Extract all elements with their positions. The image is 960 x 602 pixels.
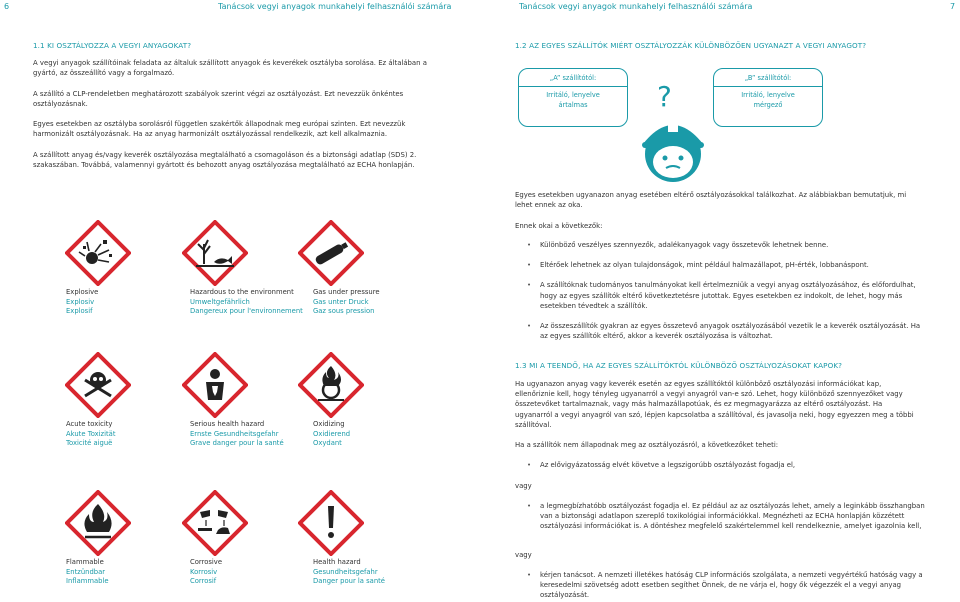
section-heading-1-3: 1.3 MI A TEENDŐ, HA AZ EGYES SZÁLLÍTÓKTÓL KÜLÖNBÖZŐ OSZTÁLYOZÁSOKAT KAPOK? [515, 361, 843, 370]
supplier-b-bubble [713, 68, 823, 127]
hazard-fr: Gaz sous pression [313, 307, 375, 316]
left-paragraph-3: Egyes esetekben az osztályba sorolásról független szakértők állapodnak meg európai szinten. Ezt nevezzük harmonizált osztályozásnak. Ha az anyag harmonizált osztályozással rendelkezik, azt kell alkalmaznia. [33, 120, 406, 139]
list-item: • Különböző veszélyes szennyezők, adalékanyagok vagy összetevők lehetnek benne. [527, 240, 927, 250]
worker-head-icon [628, 104, 718, 184]
flame-pictogram [65, 490, 131, 556]
hazard-de: Korrosiv [190, 567, 218, 576]
vagy-2: vagy [515, 551, 532, 559]
health-hazard-pictogram [182, 352, 248, 418]
actions-list-2 [527, 501, 927, 542]
hazard-label-explosive [66, 288, 98, 317]
hazard-en: Hazardous to the environment [190, 288, 294, 296]
hazard-de: Ernste Gesundheitsgefahr [190, 429, 279, 438]
supplier-a-title: „A” szállítótól: [549, 74, 597, 82]
hazard-en: Health hazard [313, 558, 361, 566]
question-mark: ? [657, 80, 672, 113]
right-paragraph-2: Ennek okai a következők: [515, 222, 603, 230]
right-page-number: 7 [950, 2, 956, 11]
supplier-a-text-2: ártalmas [558, 101, 588, 109]
hazard-fr: Grave danger pour la santé [190, 439, 284, 448]
hazard-en: Corrosive [190, 558, 223, 566]
gas-cylinder-pictogram [298, 220, 364, 286]
hazard-de: Entzündbar [66, 567, 106, 576]
hazard-en: Gas under pressure [313, 288, 380, 296]
hazard-label-environment [190, 288, 303, 317]
hazard-fr: Inflammable [66, 577, 109, 586]
hazard-fr: Danger pour la santé [313, 577, 385, 586]
right-paragraph-1: Egyes esetekben ugyanazon anyag esetében eltérő osztályozásokkal találkozhat. Az alábbiakban bemutatjuk, mi lehet ennek az oka. [515, 191, 907, 210]
section-heading-1-2: 1.2 AZ EGYES SZÁLLÍTÓK MIÉRT OSZTÁLYOZZÁK KÜLÖNBÖZŐEN UGYANAZT A VEGYI ANYAGOT? [515, 41, 867, 50]
vagy-1: vagy [515, 482, 532, 490]
bubble-divider [519, 86, 627, 87]
list-item: • Az elővigyázatosság elvét követve a legszigorúbb osztályozást fogadja el, [527, 460, 927, 470]
supplier-a-bubble [518, 68, 628, 127]
skull-pictogram [65, 352, 131, 418]
right-paragraph-3b: Ha a szállítók nem állapodnak meg az osztályozásról, a következőket teheti: [515, 441, 779, 449]
supplier-b-title: „B” szállítótól: [744, 74, 792, 82]
hazard-de: Gas unter Druck [313, 297, 369, 306]
list-item: • A szállítóknak tudományos tanulmányokat kell értelmezniük a vegyi anyag osztályozásához, és előfordulhat, hogy az egyes szállítók eltérő következtetésre jutottak. Egyes esetekben ez indokolt, de lehet, hogy más esetekben tévedtek a szállítók. [527, 280, 927, 311]
hazard-en: Oxidizing [313, 420, 345, 428]
actions-list-1 [527, 460, 927, 480]
hazard-de: Oxidierend [313, 429, 351, 438]
list-item: • Eltérőek lehetnek az olyan tulajdonságok, mint például halmazállapot, pH-érték, lobbanáspont. [527, 260, 927, 270]
corrosive-pictogram [182, 490, 248, 556]
hazard-fr: Toxicité aiguë [66, 439, 113, 448]
reasons-list [527, 240, 927, 351]
section-heading-1-1: 1.1 KI OSZTÁLYOZZA A VEGYI ANYAGOKAT? [33, 41, 192, 50]
hazard-en: Acute toxicity [66, 420, 113, 428]
hazard-fr: Dangereux pour l'environnement [190, 307, 303, 316]
hazard-fr: Explosif [66, 307, 93, 316]
right-running-header: Tanácsok vegyi anyagok munkahelyi felhasználói számára [519, 2, 753, 11]
hazard-label-oxidizing [313, 420, 350, 449]
hazard-fr: Oxydant [313, 439, 342, 448]
oxidizing-pictogram [298, 352, 364, 418]
supplier-b-text-2: mérgező [753, 101, 783, 109]
exclamation-pictogram [298, 490, 364, 556]
left-paragraph-2: A szállító a CLP-rendeletben meghatározott szabályok szerint végzi az osztályozást. Ezt nevezzük önkéntes osztályozásnak. [33, 90, 404, 109]
bubble-divider [714, 86, 822, 87]
left-running-header: Tanácsok vegyi anyagok munkahelyi felhasználói számára [218, 2, 452, 11]
left-paragraph-1: A vegyi anyagok szállítóinak feladata az általuk szállított anyagok és keverékek osztályba sorolása. Ez általában a gyártó, az összeállító vagy a forgalmazó. [33, 59, 427, 78]
hazard-label-health [190, 420, 284, 449]
supplier-a-text-1: Irritáló, lenyelve [546, 91, 600, 99]
hazard-label-corrosive [190, 558, 222, 587]
actions-list-3 [527, 570, 927, 602]
left-paragraph-4: A szállított anyag és/vagy keverék osztályozása megtalálható a csomagoláson és a biztonsági adatlap (SDS) 2. szakaszában. Továbbá, valamennyi gyártott és behozott anyag osztályozása megtalálható az ECHA honlapján. [33, 151, 417, 170]
hazard-de: Akute Toxizität [66, 429, 116, 438]
list-item: • a legmegbízhatóbb osztályozást fogadja el. Ez például az az osztályozás lehet, amely a leginkább összhangban van a biztonsági adatlapon szereplő toxikológiai információkkal. Megnézheti az ECHA honlapján közzétett osztályozási információkat is. A döntéshez megfelelő szakértelemmel kell rendelkeznie, amelyet igazolnia kell, [527, 501, 927, 532]
hazard-label-toxicity [66, 420, 116, 449]
hazard-de: Explosiv [66, 297, 95, 306]
supplier-b-text-1: Irritáló, lenyelve [741, 91, 795, 99]
right-paragraph-3: Ha ugyanazon anyag vagy keverék esetén az egyes szállítóktól különböző osztályozási információkat kap, ellenőriznie kell, hogy tényleg ugyanarról a vegyi anyagról van-e szó. Lehet, hogy különböző szennyezőket vagy összetevőket tartalmaznak, vagy más halmazállapotúak, és ez megmagyarázza az eltérő osztályozást. Ha ugyanarról a vegyi anyagról van szó, lépjen kapcsolatba a szállítóval, és javasolja neki, hogy egyezzen meg a többi szállítóval. [515, 380, 914, 429]
environment-pictogram [182, 220, 248, 286]
hazard-fr: Corrosif [190, 577, 217, 586]
hazard-label-health-hazard [313, 558, 385, 587]
list-item: • Az összeszállítók gyakran az egyes összetevő anyagok osztályozásából vezetik le a keverék osztályozását. Ha az egyes szállítók eltérő, akkor a keverék osztályozása is változhat. [527, 321, 927, 341]
hazard-label-gas [313, 288, 380, 317]
hazard-en: Serious health hazard [190, 420, 265, 428]
explosive-pictogram [65, 220, 131, 286]
hazard-en: Explosive [66, 288, 99, 296]
left-page-number: 6 [4, 2, 10, 11]
hazard-label-flammable [66, 558, 109, 587]
list-item: • kérjen tanácsot. A nemzeti illetékes hatóság CLP információs szolgálata, a nemzeti vegyértékű hatóság vagy a keresedelmi szövetség adott esetben segíthet Önnek, de ne várja el, hogy ők végezzék el a vegyi anyag osztályozását. [527, 570, 927, 601]
hazard-en: Flammable [66, 558, 104, 566]
hazard-de: Gesundheitsgefahr [313, 567, 378, 576]
hazard-de: Umweltgefährlich [190, 297, 250, 306]
